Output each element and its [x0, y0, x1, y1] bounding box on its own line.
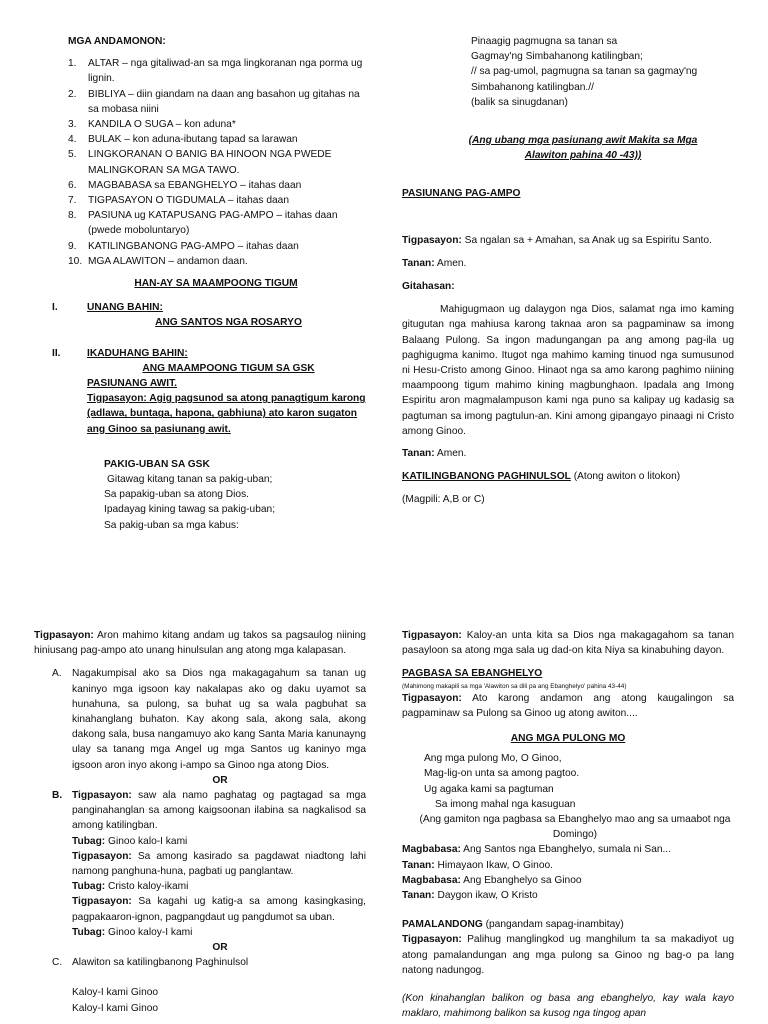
song-line: Ipadayag kining tawag sa pakig-uban;	[104, 504, 276, 516]
tigpasayon-line: Tigpasayon: Sa ngalan sa + Amahan, sa Anak ug sa Espiritu Santo.	[402, 234, 712, 246]
section-i-title: UNANG BAHIN:	[87, 302, 163, 314]
awit-note: (Ang ubang mga pasiunang awit Makita sa Mga Alawiton pahina 40 -43))	[468, 135, 698, 162]
pulong-title: ANG MGA PULONG MO	[510, 733, 626, 745]
dialog-line: Tubag: Ginoo kalo-I kami	[72, 835, 188, 847]
gamiton-note: (Ang gamiton nga pagbasa sa Ebanghelyo mao ang sa umaabot nga Domingo)	[419, 814, 731, 841]
section-i-number: I.	[52, 302, 58, 314]
panel-top-right	[402, 34, 734, 508]
song-line: Kaloy-I kami Ginoo	[72, 987, 159, 999]
panel-top-left	[52, 34, 370, 533]
song-pulong	[424, 751, 734, 812]
list-item: 9. KATILINGBANONG PAG-AMPO – itahas daan	[68, 240, 299, 252]
tanan-line: Tanan: Amen.	[402, 448, 467, 460]
dialog-line: Magbabasa: Ang Ebanghelyo sa Ginoo	[402, 874, 582, 886]
list-item: 1. ALTAR – nga gitaliwad-an sa mga lingkoranan nga porma ug lignin.	[68, 58, 363, 85]
option-c-text: Alawiton sa katilingbanong Paghinulsol	[72, 957, 249, 969]
andamonon-list	[68, 56, 370, 269]
tigpasayon-pagbasa: Tigpasayon: Ato karong andamon ang atong kaugalingon sa pagpaminaw sa Pulong sa Ginoo ug atong awiton....	[402, 692, 734, 719]
section-ii-title: IKADUHANG BAHIN:	[87, 347, 188, 359]
list-item: 5. LINGKORANAN O BANIG BA HINOON NGA PWEDE MALINGKORAN SA MGA TAWO.	[68, 149, 332, 176]
or-separator: OR	[212, 942, 228, 954]
pasiunang-awit: PASIUNANG AWIT.	[87, 378, 177, 390]
song-line: // sa pag-umol, pagmugna sa tanan sa gagmay'ng	[471, 66, 698, 78]
song-pakig-uban	[104, 457, 370, 533]
tanan-line: Tanan: Amen.	[402, 257, 467, 269]
dialog-line: Tanan: Daygon ikaw, O Kristo	[402, 890, 538, 902]
section-i-subtitle: ANG SANTOS NGA ROSARYO	[155, 317, 302, 329]
song-line: Pinaagig pagmugna sa tanan sa	[471, 36, 618, 47]
song-line: Gitawag kitang tanan sa pakig-uban;	[107, 474, 273, 486]
panel-bottom-left	[34, 628, 366, 1016]
pagbasa-note: (Mahimong makapili sa mga 'Alawiton sa dili pa ang Ebanghelyo' pahina 43-44)	[402, 682, 627, 690]
dialog-line: Magbabasa: Ang Santos nga Ebanghelyo, sumala ni San...	[402, 844, 672, 856]
options-list	[34, 666, 366, 772]
song-line: Simbahanong katilingban.//	[471, 81, 594, 93]
list-item: 8. PASIUNA ug KATAPUSANG PAG-AMPO – itahas daan (pwede moboluntaryo)	[68, 210, 338, 237]
confiteor-text: Nagakumpisal ako sa Dios nga makagagahum sa tanan ug kaninyo mga igsoon kay nakalapas ako og daku uyamot sa hunahuna, sa pulong, sa buhat ug sa wala pagbuhat sa kinahanglang buhaton. Kay akong sala, akong sala, akong dakong sala, busa nangamuyo ako kang Santa Maria kanunayng ulay sa tanang mga Angel ug mga Santos ug kaninyo mga igsoon aron inyo akong i-ampo sa Ginoo nga atong Dios.	[72, 668, 366, 771]
song-line: Ang mga pulong Mo, O Ginoo,	[424, 753, 562, 765]
paghinulsol-heading: KATILINGBANONG PAGHINULSOL (Atong awiton o litokon)	[402, 471, 681, 483]
section-i	[52, 300, 370, 330]
options-list-b	[34, 788, 366, 940]
list-item: 6. MAGBABASA sa EBANGHELYO – itahas daan	[68, 179, 302, 191]
tigpasayon-absolution: Tigpasayon: Kaloy-an unta kita sa Dios nga makagagahom sa tanan pasayloon sa atong mga sala ug dad-on kita Niya sa kinabuhing dayon.	[402, 630, 734, 657]
song-line: (balik sa sinugdanan)	[471, 96, 568, 108]
section-ii	[52, 346, 370, 437]
section-ii-subtitle: ANG MAAMPOONG TIGUM SA GSK	[142, 362, 315, 374]
list-item: 3. KANDILA O SUGA – kon aduna*	[68, 119, 236, 131]
song-continuation	[471, 34, 734, 110]
dialog-line: Tubag: Ginoo kaloy-I kami	[72, 926, 193, 938]
song-line: Ug agaka kami sa pagtuman	[424, 783, 554, 795]
pagbasa-title: PAGBASA SA EBANGHELYO	[402, 668, 543, 680]
song-line: Kaloy-I kami Ginoo	[72, 1002, 159, 1014]
tigpasayon-instruction: Tigpasayon: Agig pagsunod sa atong panagtigum karong (adlawa, buntaga, hapona, gabhiuna) ato karon sugaton ang Ginoo sa pasiunang awit.	[87, 393, 366, 435]
song-title: PAKIG-UBAN SA GSK	[104, 458, 210, 470]
dialog-line: Tigpasayon: Sa among kasirado sa pagdawat niadtong lahi namong panghuna-huna, pagbati ug panglantaw.	[72, 850, 366, 878]
hanay-heading: HAN-AY SA MAAMPOONG TIGUM	[134, 278, 298, 290]
section-ii-number: II.	[52, 347, 61, 359]
opening-prayer: Mahigugmaon ug dalaygon nga Dios, salamat nga imo kaming gitugutan nga mahiusa karong taknaa aron sa pagpaminaw sa imong Balaang Pulong. Sa ingon madungangan pa ang among pag-ila ug paghigugma kanimo. Itugot nga mahimo kaming tinuod nga sumusunod ni Hesu-Cristo among Ginoo. Hinaot nga sa amo karong paghimo niining maampoong tigum mahimo kining magbunghaon. Ipadala ang Imong Espiritu aron magmalampuson kami nga puno sa kalipay ug kadasig sa pagtuman sa imong pagtulun-an. Kini among gipangayo pinaagi ni Cristo among Ginoo.	[402, 304, 734, 437]
pamalandong-heading: PAMALANDONG (pangandam sapag-inambitay)	[402, 919, 624, 931]
song-line: Sa imong mahal nga kasuguan	[435, 798, 576, 810]
song-line: Sa pakig-uban sa mga kabus:	[104, 519, 239, 531]
list-item: 4. BULAK – kon aduna-ibutang tapad sa larawan	[68, 134, 298, 146]
song-line: Gagmay'ng Simbahanong katilingban;	[471, 51, 643, 63]
option-c: C. Alawiton sa katilingbanong Paghinulsol Kaloy-I kami Ginoo Kaloy-I kami Ginoo	[52, 955, 366, 1016]
song-line: Mag-lig-on unta sa among pagtoo.	[424, 768, 580, 780]
list-item: 10. MGA ALAWITON – andamon daan.	[68, 255, 248, 267]
or-separator: OR	[212, 774, 228, 786]
dialog-line: Tanan: Himayaon Ikaw, O Ginoo.	[402, 859, 553, 871]
panel-bottom-right	[402, 628, 734, 1021]
tigpasayon-intro: Tigpasayon: Aron mahimo kitang andam ug takos sa pagsaulog niining hiniusang pag-ampo ato unang hinulsulan ang atong mga kalapasan.	[34, 630, 366, 657]
list-item: 2. BIBLIYA – diin giandam na daan ang basahon ug gitahas na sa mobasa niini	[68, 88, 360, 115]
option-b: B. Tigpasayon: saw ala namo paghatag og pagtagad sa mga panginahanglan sa among kaigsoonan ilabina sa nagkalisod sa among katilingban. Tubag: Ginoo kalo-I kami Tigpasayon: Sa among kasirado sa pagdawat niadtong lahi namong panghuna-huna, pagbati ug panglantaw. Tubag: Cristo kaloy-ikami Tigpasayon: Sa kagahi ug katig-a sa among kasingkasing, pagpakaaron-ignon, pagpangdaut ug pangdumot sa uban. Tubag: Ginoo kaloy-I kami	[52, 788, 366, 940]
list-item: 7. TIGPASAYON O TIGDUMALA – itahas daan	[68, 195, 289, 207]
dialog-line: Tigpasayon: saw ala namo paghatag og pagtagad sa mga panginahanglan sa among kaigsoonan ilabina sa nagkalisod sa among katilingban.	[72, 790, 366, 832]
dialog-line: Tigpasayon: Sa kagahi ug katig-a sa among kasingkasing, pagpakaaron-ignon, pagpangdaut ug pangdumot sa uban.	[72, 896, 366, 923]
option-a: A. Nagakumpisal ako sa Dios nga makagagahum sa tanan ug kaninyo mga igsoon kay nakalapas ako og daku uyamot sa hunahuna, sa pulong, sa buhat ug sa wala pagbuhat sa kinahanglang buhaton. Kay akong sala, akong sala, akong dakong sala, busa nangamuyo ako kang Santa Maria kanunayng ulay sa tanang mga Angel ug mga Santos ug kaninyo mga igsoon aron inyo akong i-ampo sa Ginoo nga atong Dios.	[52, 666, 366, 772]
magpili-note: (Magpili: A,B or C)	[402, 494, 485, 506]
dialog-line: Tubag: Cristo kaloy-ikami	[72, 881, 189, 893]
options-list-c	[34, 955, 366, 1016]
tigpasayon-pamalandong: Tigpasayon: Palihug manglingkod ug manghilum ta sa makadiyot ug atong pamalandungan ang mga pulong sa Ginoo ng bag-o pa lang natong nadungog.	[402, 934, 734, 976]
andamonon-heading: MGA ANDAMONON:	[68, 36, 166, 47]
pasiunang-pag-ampo-title: PASIUNANG PAG-AMPO	[402, 188, 521, 200]
gitahasan-label: Gitahasan:	[402, 281, 455, 293]
kon-note: (Kon kinahanglan balikon og basa ang ebanghelyo, kay wala kayo maklaro, mahimong balikon sa kusog nga tingog apan	[402, 993, 734, 1020]
song-line: Sa papakig-uban sa atong Dios.	[104, 489, 249, 501]
